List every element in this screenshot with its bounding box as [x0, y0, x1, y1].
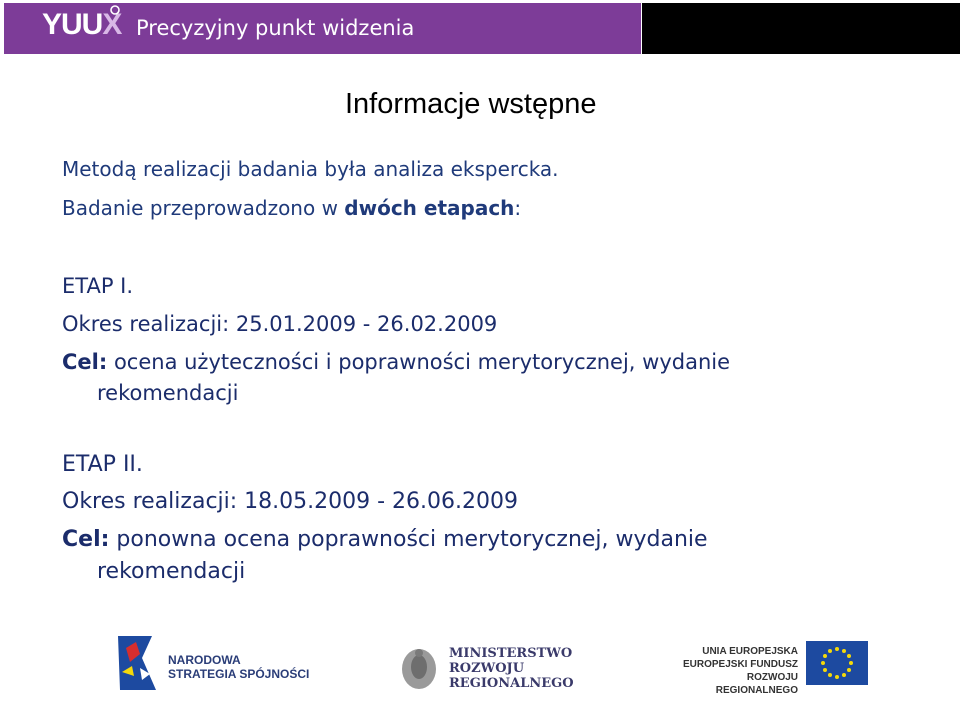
nss-line-1: NARODOWA: [168, 653, 241, 667]
logo-accent-text: X: [102, 8, 122, 41]
logo-dot-icon: [108, 4, 122, 16]
stage1-goal: [62, 350, 730, 374]
eu-line-2: EUROPEJSKI FUNDUSZ: [682, 659, 798, 670]
mrr-line-3: REGIONALNEGO: [449, 676, 574, 691]
stage2-goal-continuation: rekomendacji: [97, 559, 246, 584]
stage2-goal-text: ponowna ocena poprawności merytorycznej, wydanie: [109, 527, 708, 552]
stage2-goal: [62, 527, 708, 552]
nss-line-2: STRATEGIA SPÓJNOŚCI: [168, 667, 310, 681]
stage1-goal-label: Cel:: [62, 350, 108, 374]
header-dark-panel: [642, 3, 960, 54]
mrr-line-2: ROZWOJU: [449, 661, 525, 676]
intro-line-2-suffix: :: [514, 196, 522, 220]
eu-line-1: UNIA EUROPEJSKA: [702, 646, 798, 657]
page-title: Informacje wstępne: [345, 88, 597, 120]
stage1-heading: ETAP I.: [62, 274, 134, 298]
eu-flag-icon: [806, 641, 868, 685]
stage1-period: Okres realizacji: 25.01.2009 - 26.02.2009: [62, 312, 498, 336]
eu-logo-text: [680, 645, 798, 697]
eu-line-3: ROZWOJU REGIONALNEGO: [715, 672, 798, 696]
intro-line-2: [62, 196, 521, 220]
eagle-emblem-icon: [398, 645, 440, 691]
intro-line-1: Metodą realizacji badania była analiza ekspercka.: [62, 157, 559, 181]
header-bar: [0, 0, 960, 57]
header-tagline: Precyzyjny punkt widzenia: [136, 16, 415, 40]
mrr-line-1: MINISTERSTWO: [449, 646, 573, 661]
nss-logo-text: [168, 653, 309, 681]
stage2-heading: ETAP II.: [62, 452, 143, 477]
stage1-goal-text: ocena użyteczności i poprawności merytorycznej, wydanie: [107, 350, 731, 374]
intro-line-2-prefix: Badanie przeprowadzono w: [62, 196, 345, 220]
stage2-goal-label: Cel:: [62, 527, 110, 552]
nss-flag-icon: [112, 628, 162, 698]
mrr-logo-text: [449, 646, 574, 691]
stage1-goal-continuation: rekomendacji: [97, 381, 239, 405]
stage2-period: Okres realizacji: 18.05.2009 - 26.06.2009: [62, 489, 519, 514]
logo-main-text: YUU: [42, 8, 103, 41]
intro-line-2-bold: dwóch etapach: [344, 196, 515, 220]
